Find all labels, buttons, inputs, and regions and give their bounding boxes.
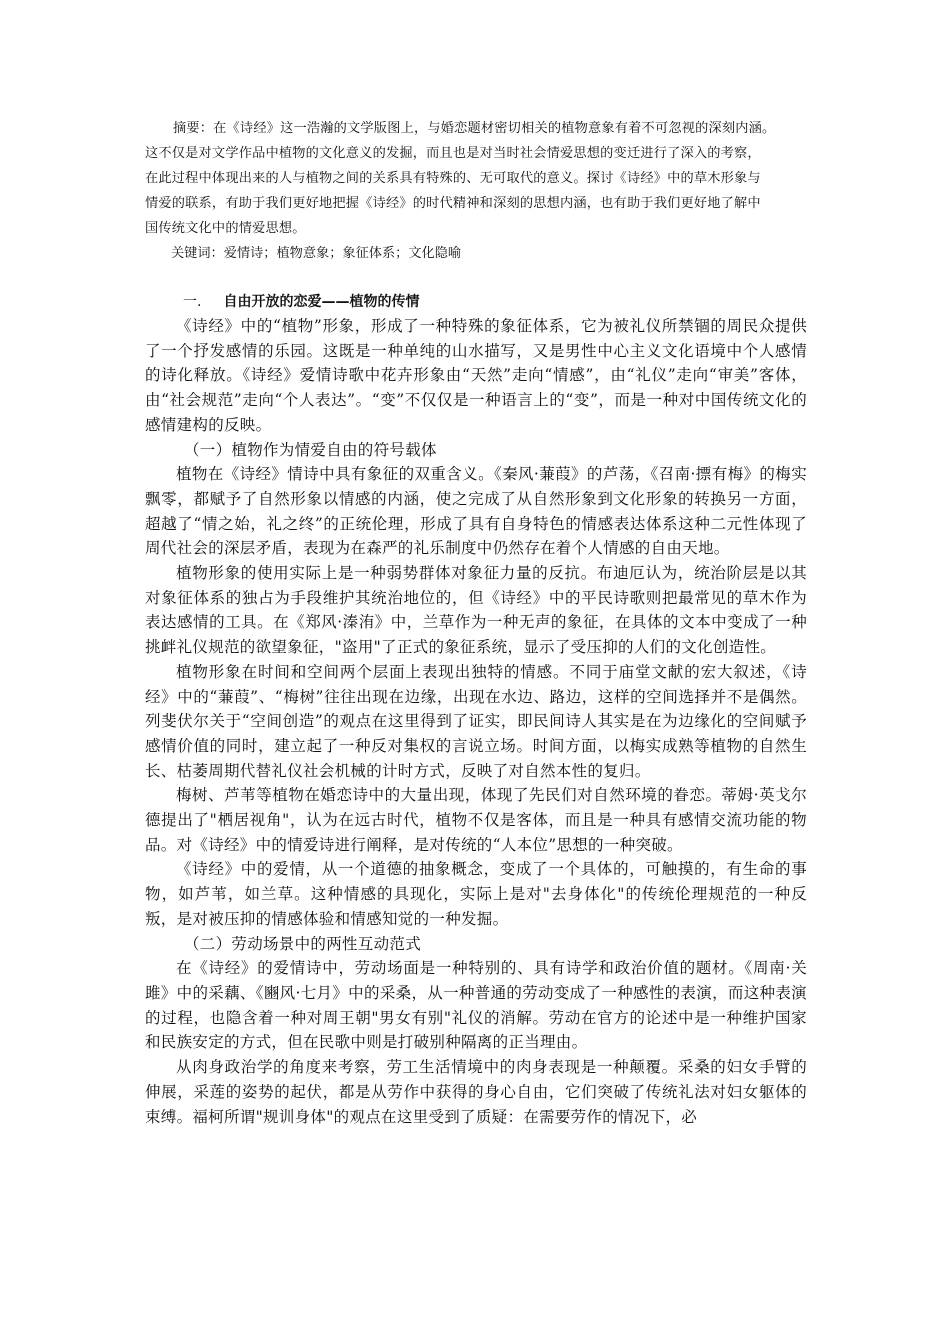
subsection-heading: （一）植物作为情爱自由的符号载体 [184,440,437,459]
keywords: 关键词：爱情诗；植物意象；象征体系；文化隐喻 [171,246,462,261]
abstract [145,116,815,241]
section-heading [183,292,419,312]
abstract-line: 国传统文化中的情爱思想。 [145,221,306,236]
paragraph: 植物形象在时间和空间两个层面上表现出独特的情感。不同于庙堂文献的宏大叙述，《诗经》中的“蒹葭”、“梅树”往往出现在边缘，出现在水边、路边，这样的空间选择并不是偶然。列斐伏尔关于“空间创造”的观点在这里得到了证实，即民间诗人其实是在为边缘化的空间赋予感情价值的同时，建立起了一种反对集权的言说立场。时间方面，以梅实成熟等植物的自然生长、枯萎周期代替礼仪社会机械的计时方式，反映了对自然本性的复归。 [145,662,807,780]
paragraph: 植物在《诗经》情诗中具有象征的双重含义。《秦风·蒹葭》的芦荡，《召南·摽有梅》的梅实飘零，都赋予了自然形象以情感的内涵，使之完成了从自然形象到文化形象的转换另一方面，超越了“情之始，礼之终”的正统伦理，形成了具有自身特色的情感表达体系这种二元性体现了周代社会的深层矛盾，表现为在森严的礼乐制度中仍然存在着个人情感的自由天地。 [145,465,807,558]
subsection-heading: （二）劳动场景中的两性互动范式 [184,934,422,953]
abstract-line: 在此过程中体现出来的人与植物之间的关系具有特殊的、无可取代的意义。探讨《诗经》中的草木形象与 [145,171,761,186]
section-number: 一. [183,294,202,310]
abstract-line: 摘要：在《诗经》这一浩瀚的文学版图上，与婚恋题材密切相关的植物意象有着不可忽视的深刻内涵。 [173,121,776,136]
paragraph: 植物形象的使用实际上是一种弱势群体对象征力量的反抗。布迪厄认为，统治阶层是以其对象征体系的独占为手段维护其统治地位的，但《诗经》中的平民诗歌则把最常见的草木作为表达感情的工具。在《郑风·溱洧》中，兰草作为一种无声的象征，在具体的文本中变成了一种挑衅礼仪规范的欲望象征，"盗用"了正式的象征系统，显示了受压抑的人们的文化创造性。 [145,564,807,657]
paragraph: 在《诗经》的爱情诗中，劳动场面是一种特别的、具有诗学和政治价值的题材。《周南·关雎》中的采藕、《豳风·七月》中的采桑，从一种普通的劳动变成了一种感性的表演，而这种表演的过程，也隐含着一种对周王朝"男女有别"礼仪的消解。劳动在官方的论述中是一种维护国家和民族安定的方式，但在民歌中则是打破别种隔离的正当理由。 [145,959,807,1052]
abstract-line: 这不仅是对文学作品中植物的文化意义的发掘，而且也是对当时社会情爱思想的变迁进行了深入的考察， [145,146,761,161]
paragraph: 梅树、芦苇等植物在婚恋诗中的大量出现，体现了先民们对自然环境的眷恋。蒂姆·英戈尔德提出了"栖居视角"，认为在远古时代，植物不仅是客体，而且是一种具有感情交流功能的物品。对《诗经》中的情爱诗进行阐释，是对传统的“人本位”思想的一种突破。 [145,786,807,854]
paragraph: 《诗经》中的“植物”形象，形成了一种特殊的象征体系，它为被礼仪所禁锢的周民众提供了一个抒发感情的乐园。这既是一种单纯的山水描写，又是男性中心主义文化语境中个人感情的诗化释放。《诗经》爱情诗歌中花卉形象由“天然”走向“情感”，由“礼仪”走向“审美”客体，由“社会规范”走向“个人表达”。“变”不仅仅是一种语言上的“变”，而是一种对中国传统文化的感情建构的反映。 [145,317,807,434]
paragraph: 从肉身政治学的角度来考察，劳工生活情境中的肉身表现是一种颠覆。采桑的妇女手臂的伸展，采莲的姿势的起伏，都是从劳作中获得的身心自由，它们突破了传统礼法对妇女躯体的束缚。福柯所谓"规训身体"的观点在这里受到了质疑：在需要劳作的情况下，必 [145,1058,807,1126]
body-text [145,314,807,1129]
paragraph: 《诗经》中的爱情，从一个道德的抽象概念，变成了一个具体的，可触摸的，有生命的事物，如芦苇，如兰草。这种情感的具现化，实际上是对"去身体化"的传统伦理规范的一种反叛，是对被压抑的情感体验和情感知觉的一种发掘。 [145,860,807,928]
abstract-line: 情爱的联系，有助于我们更好地把握《诗经》的时代精神和深刻的思想内涵，也有助于我们更好地了解中 [145,196,761,211]
section-title: 自由开放的恋爱——植物的传情 [223,294,420,310]
